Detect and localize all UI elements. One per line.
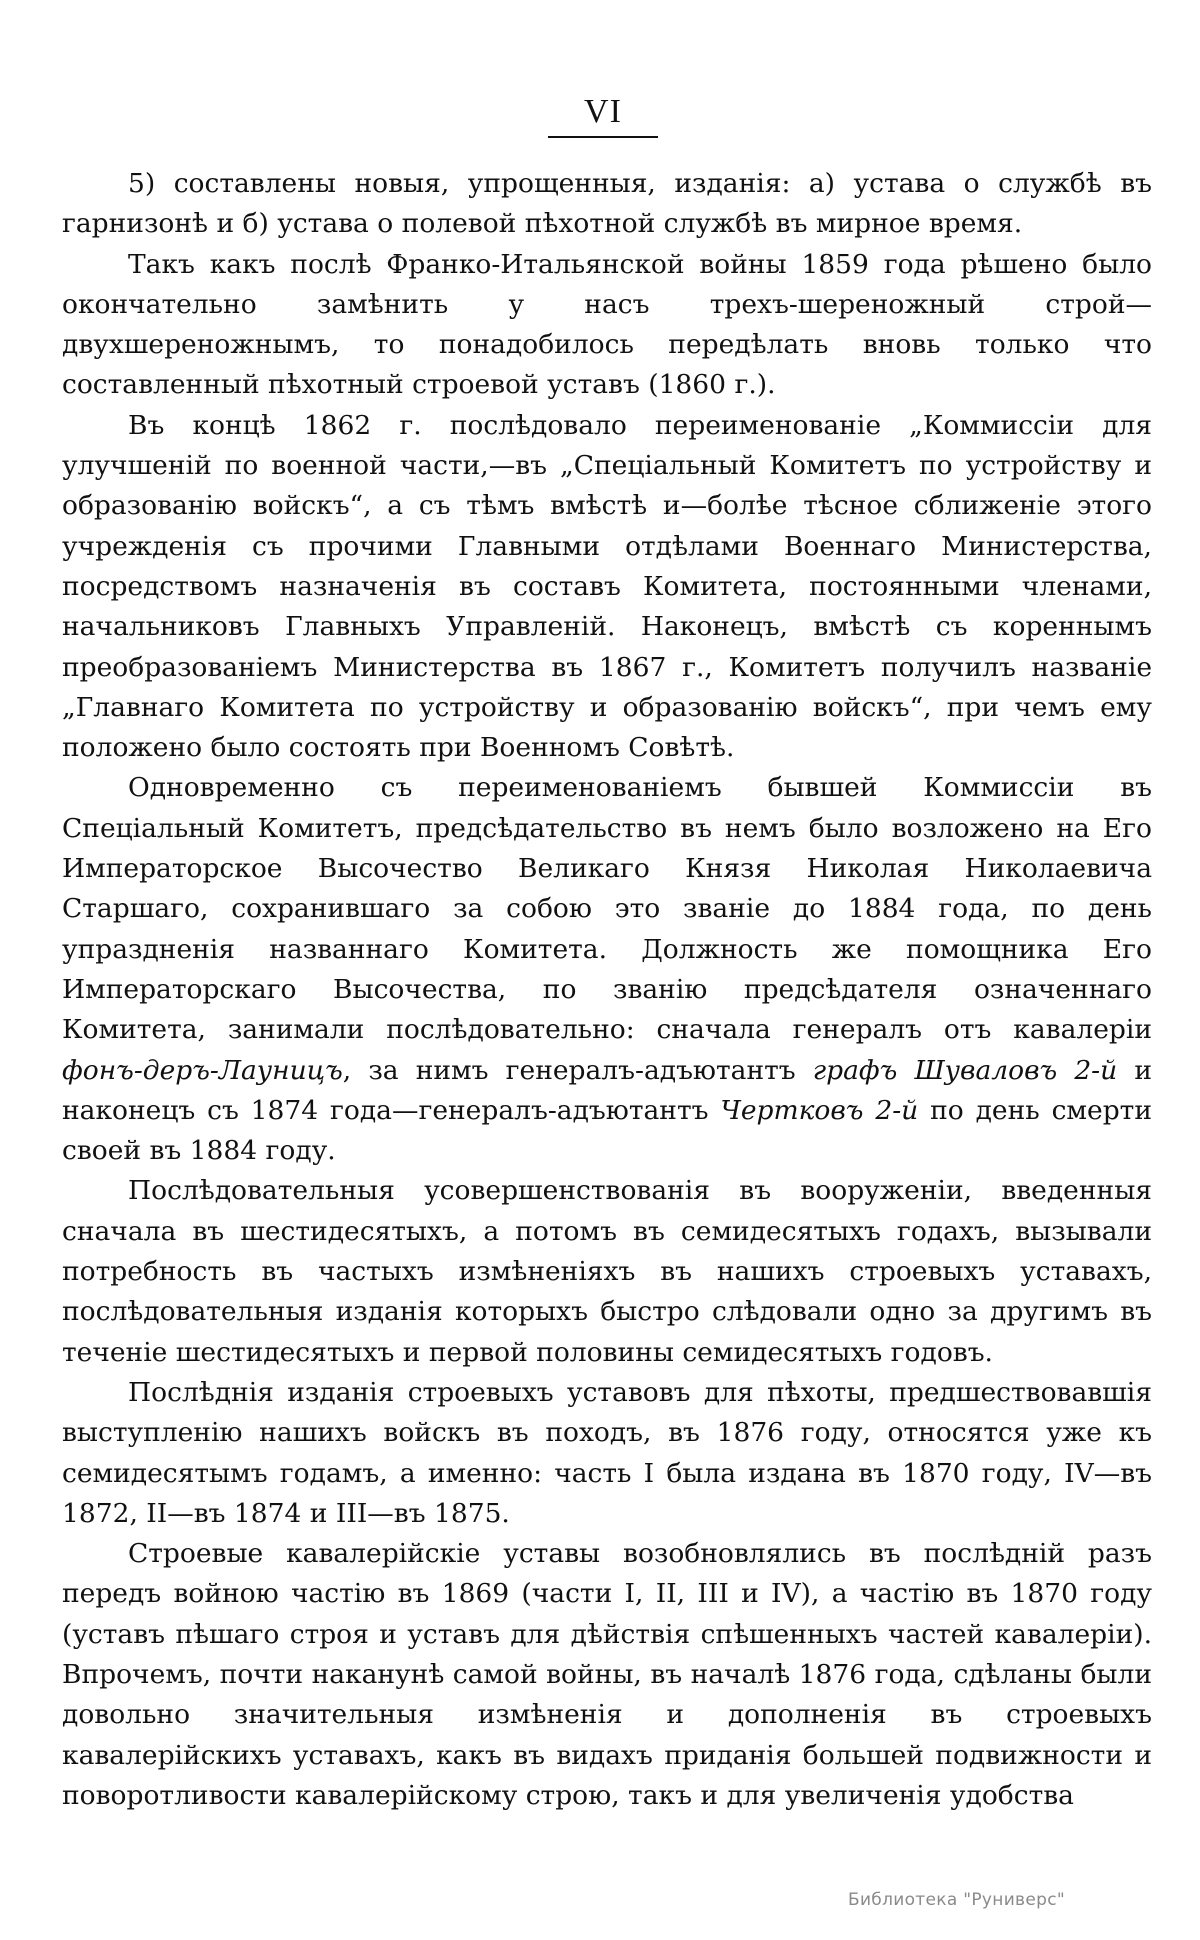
paragraph-text: , за нимъ генералъ-адъютантъ [342,1054,813,1086]
paragraph [62,164,1152,245]
library-watermark: Библиотека "Руниверс" [848,1890,1065,1910]
paragraph-text: по день смерти своей въ 1884 году. [62,1094,1152,1167]
paragraph-text: Такъ какъ послѣ Франко-Итальянской войны 1859 года рѣшено было окончательно замѣнить у насъ трехъ-шереножный строй—двухшереножнымъ, то понадобилось передѣлать вновь только что составленный пѣхотный строевой уставъ (1860 г.). [62,248,1152,401]
paragraph [62,768,1152,1171]
paragraph [62,1534,1152,1816]
page-number: VI [548,92,658,138]
paragraph-text: Одновременно съ переименованіемъ бывшей Коммиссіи въ Спеціальный Комитетъ, предсѣдательство въ немъ было возложено на Его Императорское Высочество Великаго Князя Николая Николаевича Старшаго, сохранившаго за собою это званіе до 1884 года, по день упраздненія названнаго Комитета. Должность же помощника Его Императорскаго Высочества, по званію предсѣдателя означеннаго Комитета, занимали послѣдовательно: сначала генералъ отъ кавалеріи [62,772,1152,1046]
person-name: фонъ-деръ-Лауницъ [62,1054,343,1086]
person-name: графъ Шуваловъ 2-й [812,1054,1118,1086]
paragraph [62,1171,1152,1372]
paragraph-text: Послѣдовательныя усовершенствованія въ вооруженіи, введенныя сначала въ шестидесятыхъ, а потомъ въ семидесятыхъ годахъ, вызывали потребность въ частыхъ измѣненіяхъ въ нашихъ строевыхъ уставахъ, послѣдовательныя изданія которыхъ быстро слѣдовали одно за другимъ въ теченіе шестидесятыхъ и первой половины семидесятыхъ годовъ. [62,1175,1152,1368]
paragraph-text: Въ концѣ 1862 г. послѣдовало переименованіе „Коммиссіи для улучшеній по военной части,—въ „Спеціальный Комитетъ по устройству и образованію войскъ“, а съ тѣмъ вмѣстѣ и—болѣе тѣсное сближеніе этого учрежденія съ прочими Главными отдѣлами Военнаго Министерства, посредствомъ назначенія въ составъ Комитета, постоянными членами, начальниковъ Главныхъ Управленій. Наконецъ, вмѣстѣ съ кореннымъ преобразованіемъ Министерства въ 1867 г., Комитетъ получилъ названіе „Главнаго Комитета по устройству и образованію войскъ“, при чемъ ему положено было состоять при Военномъ Совѣтѣ. [62,409,1152,764]
paragraph-text: и наконецъ съ 1874 года—генералъ-адъютантъ [62,1054,1152,1126]
paragraph-text: 5) составлены новыя, упрощенныя, изданія: а) устава о службѣ въ гарнизонѣ и б) устава о полевой пѣхотной службѣ въ мирное время. [62,168,1152,240]
paragraph-text: Строевые кавалерійскіе уставы возобновлялись въ послѣдній разъ передъ войною частію въ 1869 (части I, II, III и IV), а частію въ 1870 году (уставъ пѣшаго строя и уставъ для дѣйствія спѣшенныхъ частей кавалеріи). Впрочемъ, почти наканунѣ самой войны, въ началѣ 1876 года, сдѣланы были довольно значительныя измѣненія и дополненія въ строевыхъ кавалерійскихъ уставахъ, какъ въ видахъ приданія большей подвижности и поворотливости кавалерійскому строю, такъ и для увеличенія удобства [62,1538,1152,1811]
paragraph-text: Послѣднія изданія строевыхъ уставовъ для пѣхоты, предшествовавшія выступленію нашихъ войскъ въ походъ, въ 1876 году, относятся уже къ семидесятымъ годамъ, а именно: часть I была издана въ 1870 году, IV—въ 1872, II—въ 1874 и III—въ 1875. [62,1376,1152,1529]
paragraph [62,245,1152,406]
text-body [62,164,1152,1816]
person-name: Чертковъ 2-й [720,1094,919,1126]
paragraph [62,406,1152,769]
paragraph [62,1373,1152,1534]
